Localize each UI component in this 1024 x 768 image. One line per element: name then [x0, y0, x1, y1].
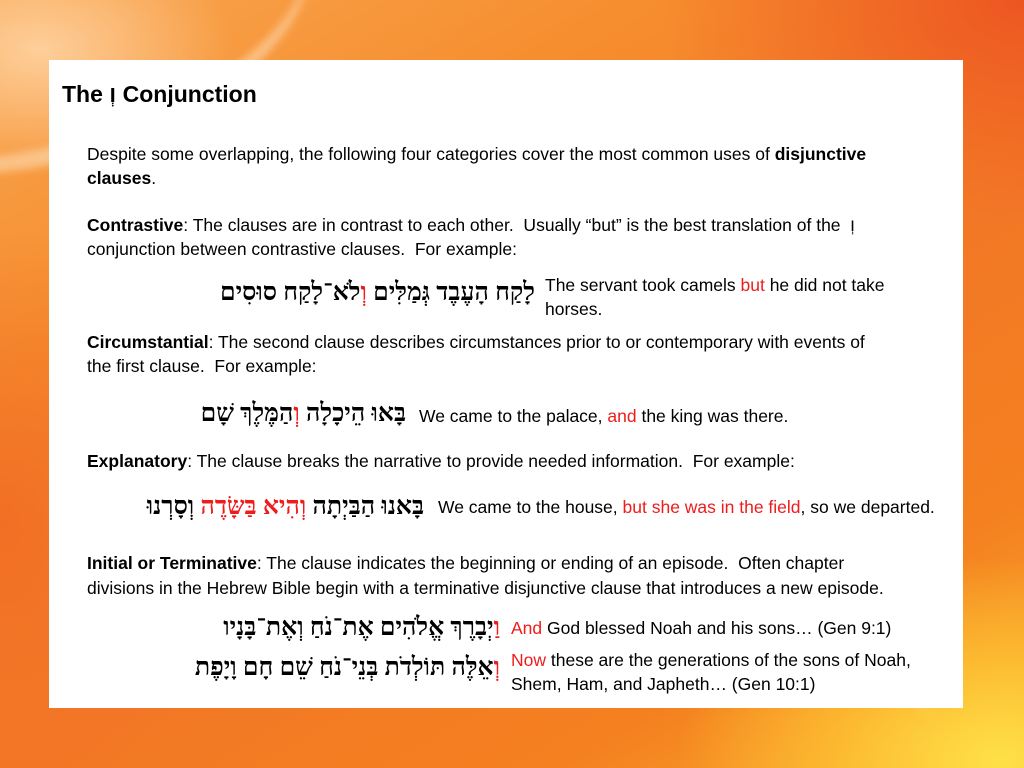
- english-translation-5-line-1: [511, 648, 911, 672]
- translation-text: the king was there.: [636, 406, 789, 426]
- intro-line-2: [87, 166, 156, 190]
- content-card: [49, 60, 963, 708]
- hebrew-text: וְסָרְנוּ: [146, 493, 201, 520]
- vav-conjunction-glyph: וְ: [850, 215, 855, 235]
- category-term: Initial or Terminative: [87, 553, 257, 573]
- translation-highlight: and: [607, 406, 637, 426]
- intro-text: Despite some overlapping, the following four categories cover the most common uses of: [87, 144, 775, 164]
- translation-text: God blessed Noah and his sons… (Gen 9:1): [542, 618, 892, 638]
- category-term: Circumstantial: [87, 332, 209, 352]
- circumstantial-line-1: [87, 330, 865, 354]
- contrastive-line-2: [87, 237, 517, 261]
- category-description: : The clause indicates the beginning or ending of an episode. Often chapter: [256, 553, 845, 573]
- hebrew-highlighted-clause: וְהִיא בַּשָּׂדֶה: [200, 493, 307, 520]
- hebrew-text: אֵלֶּה תּוֹלְדֹת בְּנֵי־נֹחַ שֵׁם חָם וָיָפֶת: [194, 654, 494, 681]
- translation-text: horses.: [545, 299, 603, 319]
- category-term: Contrastive: [87, 215, 184, 235]
- hebrew-example-5: [195, 652, 500, 684]
- translation-text: , so we departed.: [800, 497, 935, 517]
- hebrew-text: לֹא־לָקַח סוּסִים: [220, 279, 361, 306]
- category-description: : The clauses are in contrast to each other. Usually “but” is the best translation of the: [183, 215, 851, 235]
- translation-text: The servant took camels: [545, 275, 741, 295]
- english-translation-1-line-1: [545, 273, 885, 297]
- hebrew-example-3: [147, 491, 424, 523]
- translation-text: these are the generations of the sons of Noah,: [546, 650, 911, 670]
- intro-bold-term: disjunctive: [774, 144, 867, 164]
- category-description: divisions in the Hebrew Bible begin with a terminative disjunctive clause that introduces a new episode.: [87, 578, 884, 598]
- translation-text: We came to the palace,: [419, 406, 608, 426]
- hebrew-example-4: [223, 612, 500, 644]
- translation-highlight: Now: [511, 650, 547, 670]
- hebrew-text: לָקַח הָעֶבֶד גְּמַלִּים: [366, 279, 535, 306]
- circumstantial-line-2: [87, 354, 317, 378]
- translation-text: he did not take: [764, 275, 885, 295]
- vav-conjunction-glyph: וְ: [109, 81, 117, 107]
- hebrew-text: בָּאוּ הֵיכָלָה: [299, 400, 406, 427]
- slide-title-end: Conjunction: [116, 81, 257, 107]
- translation-highlight: but she was in the field: [622, 497, 801, 517]
- translation-text: We came to the house,: [438, 497, 623, 517]
- translation-text: Shem, Ham, and Japheth… (Gen 10:1): [511, 674, 816, 694]
- english-translation-5-line-2: [511, 672, 815, 696]
- hebrew-highlighted-conjunction: וְ: [293, 400, 300, 427]
- english-translation-2: [419, 404, 788, 428]
- hebrew-text: בָּאנוּ הַבַּיְתָה: [306, 493, 424, 520]
- hebrew-text: הַמֶּלֶךְ שָׁם: [200, 400, 294, 427]
- hebrew-text: יְבָרֶךְ אֱלֹהִים אֶת־נֹחַ וְאֶת־בָּנָיו: [223, 614, 494, 641]
- translation-highlight: And: [511, 618, 543, 638]
- category-description: : The clause breaks the narrative to provide needed information. For example:: [187, 451, 795, 471]
- category-term: Explanatory: [87, 451, 188, 471]
- slide-title: [62, 79, 257, 109]
- hebrew-highlighted-conjunction: וְ: [493, 654, 500, 681]
- explanatory-line-1: [87, 449, 795, 473]
- hebrew-example-2: [201, 398, 406, 430]
- english-translation-3: [438, 495, 935, 519]
- hebrew-highlighted-conjunction: וְ: [360, 279, 367, 306]
- initial-terminative-line-1: [87, 551, 844, 575]
- translation-highlight: but: [740, 275, 765, 295]
- slide-title-start: The: [62, 81, 110, 107]
- english-translation-1-line-2: [545, 297, 602, 321]
- initial-terminative-line-2: [87, 576, 884, 600]
- contrastive-line-1: [87, 213, 855, 237]
- intro-bold-term: clauses: [87, 168, 152, 188]
- category-description: the first clause. For example:: [87, 356, 317, 376]
- hebrew-highlighted-conjunction: וַ: [493, 614, 500, 641]
- hebrew-example-1: [220, 277, 535, 309]
- intro-text: .: [151, 168, 157, 188]
- category-description: conjunction between contrastive clauses. For example:: [87, 239, 517, 259]
- intro-line-1: [87, 142, 866, 166]
- category-description: : The second clause describes circumstances prior to or contemporary with events of: [208, 332, 865, 352]
- english-translation-4: [511, 616, 891, 640]
